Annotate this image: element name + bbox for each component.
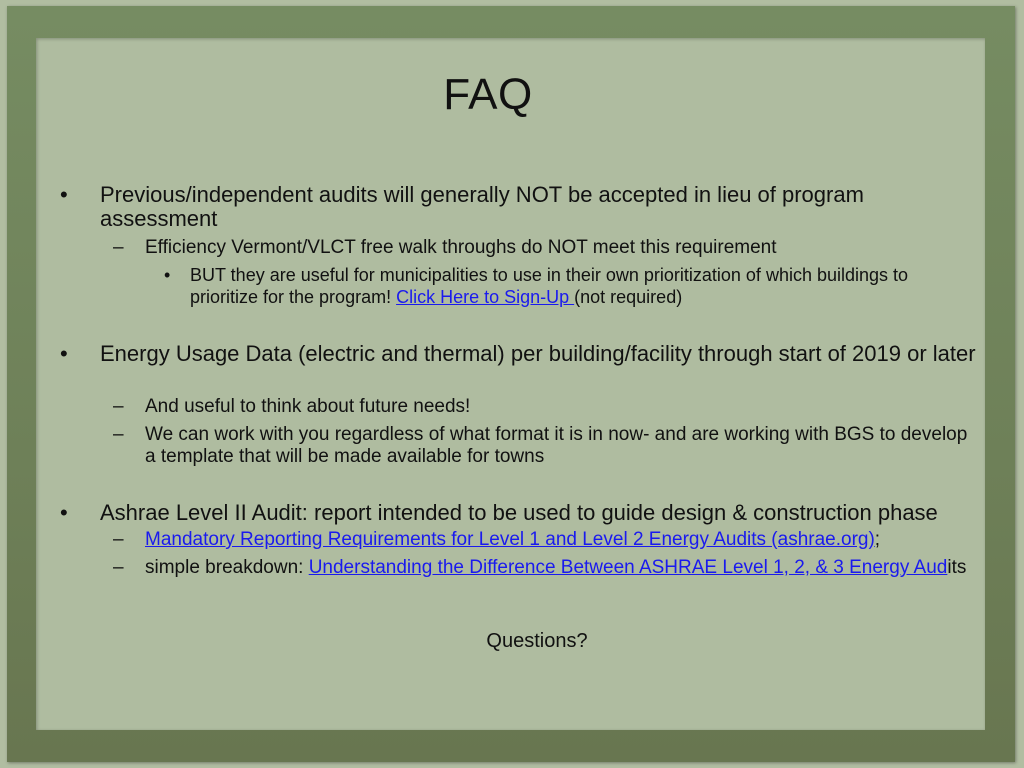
- subbullet-text: simple breakdown:: [145, 557, 309, 578]
- semicolon-text: ;: [874, 529, 881, 550]
- subbullet-text: And useful to think about future needs!: [145, 396, 471, 417]
- dash-icon: –: [113, 529, 124, 550]
- subbullet-future-needs: [113, 396, 975, 418]
- subbullet-efficiency-vermont: [113, 237, 975, 259]
- subbullet-mandatory-reporting: [113, 529, 975, 551]
- dash-icon: –: [113, 557, 124, 578]
- sign-up-link[interactable]: Click Here to Sign-Up: [396, 287, 575, 307]
- dash-icon: –: [113, 237, 124, 258]
- bullet-dot-icon: •: [60, 500, 68, 525]
- bullet-ashrae-level-ii: [60, 500, 980, 525]
- bullet-text: Previous/independent audits will generally NOT be accepted in lieu of program assessment: [100, 182, 864, 231]
- bullet-dot-icon: •: [164, 265, 171, 285]
- bullet-previous-audits: [60, 182, 980, 231]
- subsubbullet-text: BUT they are useful for municipalities to use in their own prioritization of which buildings to prioritize for the program!: [190, 265, 909, 307]
- bullet-dot-icon: •: [60, 341, 68, 366]
- questions-footer: Questions?: [486, 630, 588, 652]
- slide-title: FAQ: [443, 70, 533, 119]
- subbullet-work-with-you: [113, 424, 975, 468]
- mandatory-reporting-link[interactable]: Mandatory Reporting Requirements for Level 1 and Level 2 Energy Audits (ashrae.org): [145, 529, 875, 550]
- not-required-text: (not required): [574, 287, 683, 307]
- its-text: its: [947, 557, 967, 578]
- dash-icon: –: [113, 424, 124, 445]
- subbullet-text: We can work with you regardless of what format it is in now- and are working with BGS to develop a template that will be made available for towns: [145, 424, 968, 467]
- subbullet-simple-breakdown: [113, 557, 975, 579]
- understanding-difference-link[interactable]: Understanding the Difference Between ASHRAE Level 1, 2, & 3 Energy Aud: [308, 557, 948, 578]
- bullet-text: Energy Usage Data (electric and thermal) per building/facility through start of 2019 or later: [100, 341, 976, 366]
- subbullet-text: Efficiency Vermont/VLCT free walk throughs do NOT meet this requirement: [145, 237, 777, 258]
- bullet-energy-usage-data: [60, 341, 980, 366]
- bullet-dot-icon: •: [60, 182, 68, 207]
- subsubbullet-useful-for-municipalities: [164, 264, 970, 308]
- dash-icon: –: [113, 396, 124, 417]
- bullet-text: Ashrae Level II Audit: report intended to be used to guide design & construction phase: [100, 500, 938, 525]
